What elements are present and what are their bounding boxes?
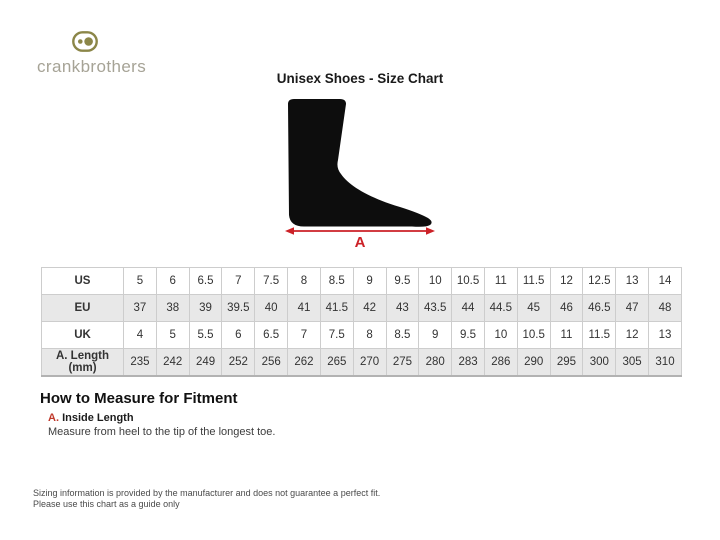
size-chart-table xyxy=(41,267,682,377)
measure-item-key: A. xyxy=(48,412,59,424)
size-cell: 37 xyxy=(124,295,157,322)
table-row xyxy=(42,349,682,377)
size-cell: 41.5 xyxy=(320,295,353,322)
size-cell: 300 xyxy=(583,349,616,377)
row-header-a-length-mm-: A. Length (mm) xyxy=(42,349,124,377)
size-cell: 5 xyxy=(124,268,157,295)
table-row xyxy=(42,322,682,349)
size-cell: 252 xyxy=(222,349,255,377)
size-cell: 5.5 xyxy=(189,322,222,349)
size-cell: 6.5 xyxy=(255,322,288,349)
size-cell: 7 xyxy=(222,268,255,295)
size-cell: 310 xyxy=(649,349,682,377)
table-row xyxy=(42,268,682,295)
size-cell: 290 xyxy=(517,349,550,377)
size-cell: 7 xyxy=(288,322,321,349)
disclaimer-footer xyxy=(33,488,380,510)
disclaimer-line-1: Sizing information is provided by the manufacturer and does not guarantee a perfect fit. xyxy=(33,488,381,498)
size-cell: 8 xyxy=(353,322,386,349)
size-cell: 270 xyxy=(353,349,386,377)
size-cell: 262 xyxy=(288,349,321,377)
size-cell: 43.5 xyxy=(419,295,452,322)
size-cell: 283 xyxy=(452,349,485,377)
measure-section-heading: How to Measure for Fitment xyxy=(40,390,238,407)
measure-item-title xyxy=(48,412,134,424)
size-cell: 9 xyxy=(419,322,452,349)
size-cell: 10 xyxy=(484,322,517,349)
size-cell: 5 xyxy=(156,322,189,349)
row-header-eu: EU xyxy=(42,295,124,322)
size-cell: 9.5 xyxy=(452,322,485,349)
size-cell: 9.5 xyxy=(386,268,419,295)
size-cell: 12 xyxy=(550,268,583,295)
size-cell: 249 xyxy=(189,349,222,377)
measure-item-label: Inside Length xyxy=(62,412,134,424)
size-cell: 7.5 xyxy=(320,322,353,349)
size-cell: 8.5 xyxy=(320,268,353,295)
size-cell: 265 xyxy=(320,349,353,377)
size-cell: 256 xyxy=(255,349,288,377)
measure-item-description: Measure from heel to the tip of the longest toe. xyxy=(48,426,276,438)
size-cell: 48 xyxy=(649,295,682,322)
size-cell: 11 xyxy=(484,268,517,295)
measurement-label-a: A xyxy=(354,234,366,251)
foot-silhouette-image xyxy=(286,96,436,229)
size-cell: 6.5 xyxy=(189,268,222,295)
size-cell: 12.5 xyxy=(583,268,616,295)
size-cell: 10.5 xyxy=(452,268,485,295)
size-cell: 6 xyxy=(156,268,189,295)
size-cell: 43 xyxy=(386,295,419,322)
size-cell: 242 xyxy=(156,349,189,377)
size-cell: 10.5 xyxy=(517,322,550,349)
size-cell: 11.5 xyxy=(517,268,550,295)
size-cell: 13 xyxy=(616,268,649,295)
size-cell: 39 xyxy=(189,295,222,322)
size-cell: 40 xyxy=(255,295,288,322)
size-cell: 305 xyxy=(616,349,649,377)
size-cell: 8.5 xyxy=(386,322,419,349)
size-cell: 46 xyxy=(550,295,583,322)
size-cell: 47 xyxy=(616,295,649,322)
size-cell: 46.5 xyxy=(583,295,616,322)
row-header-us: US xyxy=(42,268,124,295)
size-cell: 280 xyxy=(419,349,452,377)
page-title: Unisex Shoes - Size Chart xyxy=(276,71,444,86)
size-cell: 42 xyxy=(353,295,386,322)
size-cell: 8 xyxy=(288,268,321,295)
size-cell: 10 xyxy=(419,268,452,295)
size-cell: 235 xyxy=(124,349,157,377)
size-cell: 286 xyxy=(484,349,517,377)
size-cell: 41 xyxy=(288,295,321,322)
size-cell: 44.5 xyxy=(484,295,517,322)
size-cell: 39.5 xyxy=(222,295,255,322)
size-cell: 38 xyxy=(156,295,189,322)
disclaimer-line-2: Please use this chart as a guide only xyxy=(33,499,180,509)
size-cell: 11.5 xyxy=(583,322,616,349)
size-cell: 4 xyxy=(124,322,157,349)
size-cell: 7.5 xyxy=(255,268,288,295)
size-cell: 11 xyxy=(550,322,583,349)
brand-name: crankbrothers xyxy=(37,57,147,76)
size-cell: 13 xyxy=(649,322,682,349)
size-cell: 6 xyxy=(222,322,255,349)
size-cell: 12 xyxy=(616,322,649,349)
size-cell: 44 xyxy=(452,295,485,322)
row-header-uk: UK xyxy=(42,322,124,349)
size-cell: 275 xyxy=(386,349,419,377)
size-cell: 45 xyxy=(517,295,550,322)
size-cell: 295 xyxy=(550,349,583,377)
crankbrothers-pedal-icon xyxy=(72,31,98,52)
size-cell: 14 xyxy=(649,268,682,295)
size-cell: 9 xyxy=(353,268,386,295)
size-table-body xyxy=(42,268,682,377)
table-row xyxy=(42,295,682,322)
